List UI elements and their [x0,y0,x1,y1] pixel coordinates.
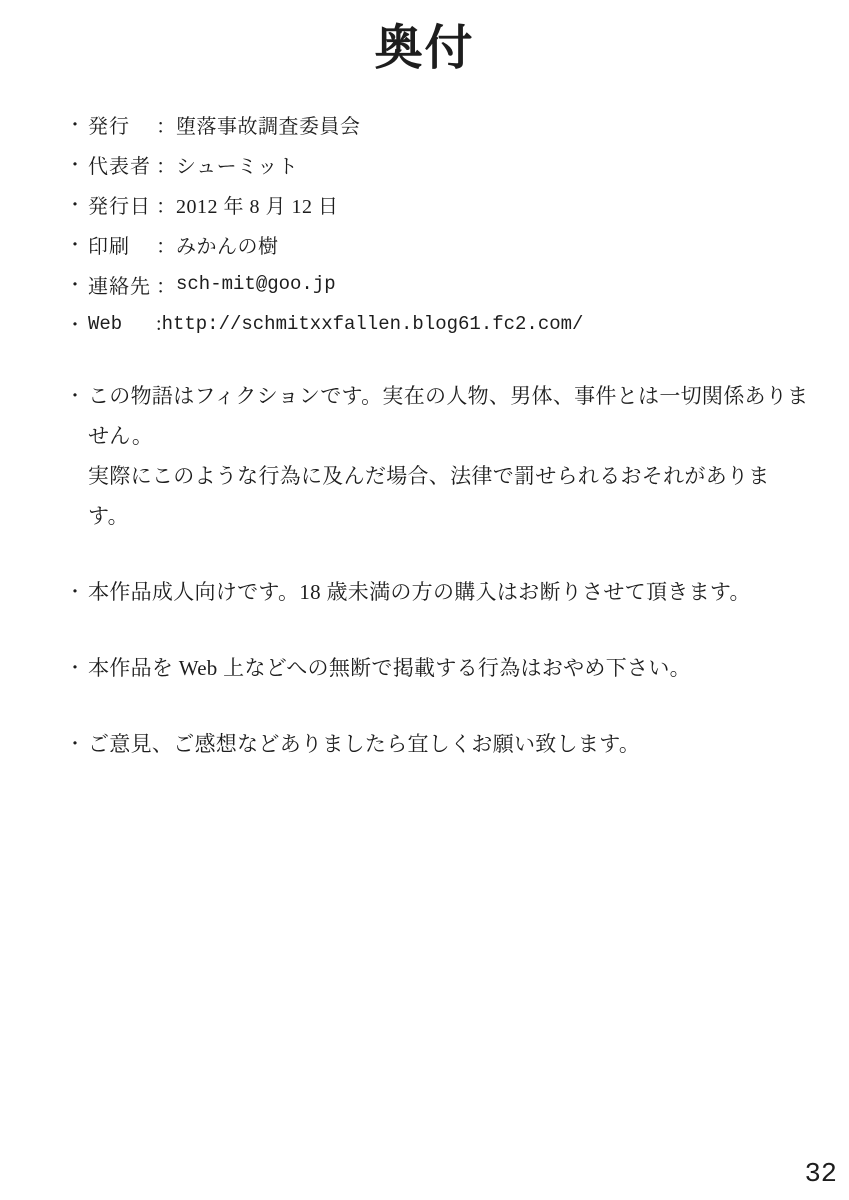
colophon-value: sch-mit@goo.jp [176,273,336,295]
colophon-list [0,104,849,344]
colophon-separator: ： [156,155,176,178]
note-line: 本作品成人向けです。18 歳未満の方の購入はお断りさせて頂きます。 [88,580,751,604]
bullet-icon: ・ [66,275,84,295]
note-line: この物語はフィクションです。実在の人物、男体、事件とは一切関係ありません。 [88,384,809,448]
colophon-label: 発行 [88,115,130,138]
note-item [66,724,809,764]
note-line: 本作品を Web 上などへの無断で掲載する行為はおやめ下さい。 [88,656,691,680]
bullet-icon: ・ [66,115,84,135]
colophon-value: 2012 年 8 月 12 日 [176,195,339,218]
bullet-icon: ・ [66,734,84,754]
colophon-item [66,144,849,184]
note-item [66,648,809,688]
colophon-label: 代表者 [88,155,151,178]
bullet-icon: ・ [66,386,84,406]
note-item [66,572,809,612]
colophon-item [66,104,849,144]
colophon-label: Web [88,313,123,335]
colophon-value: 堕落事故調査委員会 [176,115,361,138]
colophon-value: シューミット [176,155,299,178]
colophon-item [66,304,849,344]
note-text [88,376,809,536]
colophon-separator: : [156,312,162,335]
bullet-icon: ・ [66,582,84,602]
page-number: 32 [804,1160,837,1190]
bullet-icon: ・ [66,315,84,335]
note-text [88,724,809,764]
colophon-value: みかんの樹 [176,235,279,258]
colophon-item [66,264,849,304]
note-item [66,376,809,536]
notes-list [0,376,849,764]
colophon-separator: ： [156,275,176,298]
colophon-item [66,224,849,264]
bullet-icon: ・ [66,235,84,255]
colophon-label: 発行日 [88,195,151,218]
bullet-icon: ・ [66,658,84,678]
colophon-separator: ： [156,115,176,138]
note-line: 実際にこのような行為に及んだ場合、法律で罰せられるおそれがあります。 [88,464,770,528]
bullet-icon: ・ [66,195,84,215]
colophon-separator: ： [156,235,176,258]
colophon-item [66,184,849,224]
note-text [88,648,809,688]
page-title: 奥付 [374,22,475,75]
note-text [88,572,809,612]
colophon-separator: ： [156,195,176,218]
colophon-value: http://schmitxxfallen.blog61.fc2.com/ [161,313,584,335]
colophon-label: 印刷 [88,235,130,258]
note-line: ご意見、ご感想などありましたら宜しくお願い致します。 [88,732,641,756]
colophon-label: 連絡先 [88,275,151,298]
bullet-icon: ・ [66,155,84,175]
